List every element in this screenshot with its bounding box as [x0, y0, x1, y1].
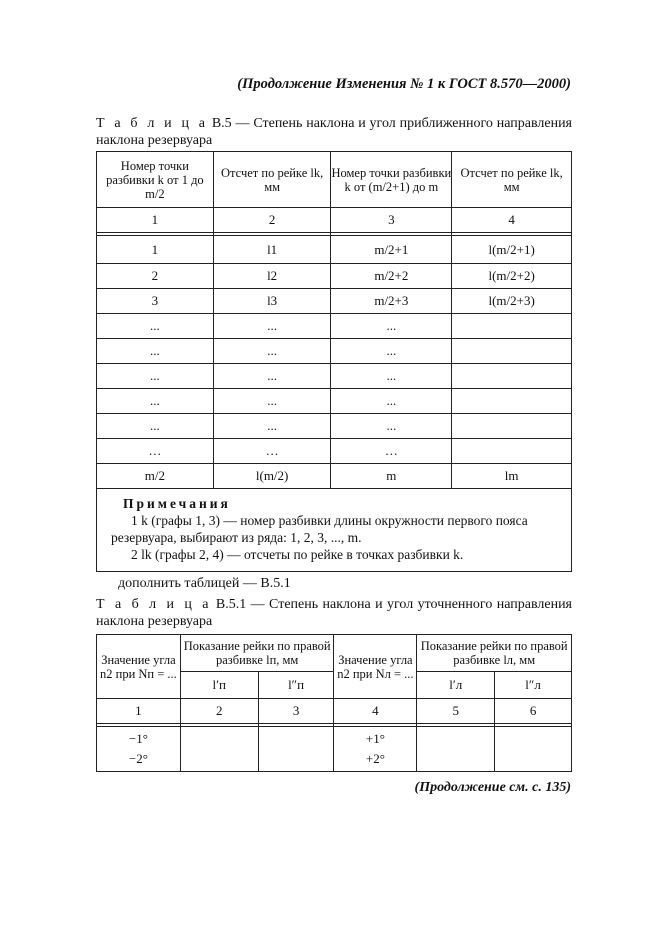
t2-subheader: l′л — [417, 672, 495, 699]
t1-cell: ... — [213, 339, 331, 364]
t1-cell: ... — [331, 314, 452, 339]
t1-cell — [452, 364, 572, 389]
t2-header-3: Значение угла n2 при Nл = ... — [334, 635, 417, 699]
page-footer: (Продолжение см. с. 135) — [414, 780, 571, 795]
t1-notes — [97, 489, 572, 572]
note-1: 1 k (графы 1, 3) — номер разбивки длины окружности первого пояса резервуара, выбирают из ряда: 1, 2, 3, ..., m. — [111, 513, 528, 545]
table-b5 — [96, 151, 572, 572]
angle-value: −1° — [128, 731, 148, 746]
table-row — [97, 264, 572, 289]
t1-cell — [452, 314, 572, 339]
t1-cell: … — [97, 439, 214, 464]
t2-colnum: 1 — [97, 699, 181, 724]
t1-cell: ... — [97, 339, 214, 364]
note-2: 2 lk (графы 2, 4) — отсчеты по рейке в точках разбивки k. — [131, 547, 464, 562]
angle-value: −2° — [128, 751, 148, 766]
table-row — [97, 339, 572, 364]
t2-subheader: l′п — [180, 672, 258, 699]
t1-cell — [452, 414, 572, 439]
t1-colnum: 2 — [213, 208, 331, 233]
t2-cell-empty — [495, 727, 572, 772]
table-row — [97, 314, 572, 339]
t1-cell: ... — [331, 364, 452, 389]
table-row — [97, 289, 572, 314]
t1-colnum: 3 — [331, 208, 452, 233]
t1-cell: ... — [213, 314, 331, 339]
t2-header-4: Показание рейки по правой разбивке lл, мм — [417, 635, 572, 672]
t1-cell: ... — [213, 414, 331, 439]
t1-cell: ... — [331, 389, 452, 414]
t2-cell-empty — [258, 727, 334, 772]
amendment-text: дополнить таблицей — В.5.1 — [118, 576, 291, 591]
page-header: (Продолжение Изменения № 1 к ГОСТ 8.570—2000) — [237, 76, 571, 92]
t1-cell: ... — [97, 314, 214, 339]
t2-colnum: 4 — [334, 699, 417, 724]
t1-cell: ... — [331, 414, 452, 439]
table2-caption-text: В.5.1 — Степень наклона и угол уточненного направления наклона резервуара — [96, 597, 572, 629]
notes-title: Примечания — [123, 496, 231, 511]
t1-cell: m/2+3 — [331, 289, 452, 314]
table1-caption — [96, 115, 572, 149]
table-row — [97, 464, 572, 489]
t1-cell: 2 — [97, 264, 214, 289]
t1-cell: l(m/2+3) — [452, 289, 572, 314]
t2-colnum: 3 — [258, 699, 334, 724]
t1-cell: ... — [97, 389, 214, 414]
t1-cell — [452, 439, 572, 464]
t1-cell: … — [331, 439, 452, 464]
table-b5-1 — [96, 634, 572, 772]
t1-cell: ... — [331, 339, 452, 364]
t2-col1-values — [97, 727, 181, 772]
t2-cell-empty — [180, 727, 258, 772]
t1-colnum: 1 — [97, 208, 214, 233]
t1-cell: 3 — [97, 289, 214, 314]
t2-colnum: 6 — [495, 699, 572, 724]
t2-subheader: l″л — [495, 672, 572, 699]
table-row — [97, 439, 572, 464]
t1-cell: l1 — [213, 236, 331, 264]
t1-cell: l(m/2) — [213, 464, 331, 489]
table2-caption — [96, 596, 572, 630]
t1-header-4: Отсчет по рейке lk, мм — [452, 152, 572, 208]
table1-caption-text: В.5 — Степень наклона и угол приближенного направления наклона резервуара — [96, 116, 572, 148]
t2-header-2: Показание рейки по правой разбивке lп, мм — [180, 635, 334, 672]
t1-cell: 1 — [97, 236, 214, 264]
t1-cell: l2 — [213, 264, 331, 289]
table-row — [97, 236, 572, 264]
t1-cell — [452, 389, 572, 414]
table1-caption-prefix: Т а б л и ц а — [96, 116, 209, 131]
t2-col4-values — [334, 727, 417, 772]
t1-colnum: 4 — [452, 208, 572, 233]
t1-cell: ... — [213, 389, 331, 414]
t1-cell: m/2 — [97, 464, 214, 489]
t1-header-2: Отсчет по рейке lk, мм — [213, 152, 331, 208]
table-row — [97, 364, 572, 389]
angle-value: +2° — [365, 751, 385, 766]
t2-header-1: Значение угла n2 при Nп = ... — [97, 635, 181, 699]
t2-colnum: 5 — [417, 699, 495, 724]
t2-colnum: 2 — [180, 699, 258, 724]
t2-subheader: l″п — [258, 672, 334, 699]
t1-cell: lm — [452, 464, 572, 489]
angle-value: +1° — [365, 731, 385, 746]
t1-cell: m/2+2 — [331, 264, 452, 289]
table-row — [97, 389, 572, 414]
t1-cell: m/2+1 — [331, 236, 452, 264]
t1-cell: ... — [97, 414, 214, 439]
t1-cell: l(m/2+1) — [452, 236, 572, 264]
t1-cell — [452, 339, 572, 364]
t1-header-3: Номер точки разбивки k от (m/2+1) до m — [331, 152, 452, 208]
table2-caption-prefix: Т а б л и ц а — [96, 597, 212, 612]
t1-cell: ... — [97, 364, 214, 389]
t1-header-1: Номер точки разбивки k от 1 до m/2 — [97, 152, 214, 208]
table-row — [97, 414, 572, 439]
t2-cell-empty — [417, 727, 495, 772]
t1-cell: l3 — [213, 289, 331, 314]
t1-cell: m — [331, 464, 452, 489]
t1-cell: ... — [213, 364, 331, 389]
t1-cell: … — [213, 439, 331, 464]
t1-cell: l(m/2+2) — [452, 264, 572, 289]
